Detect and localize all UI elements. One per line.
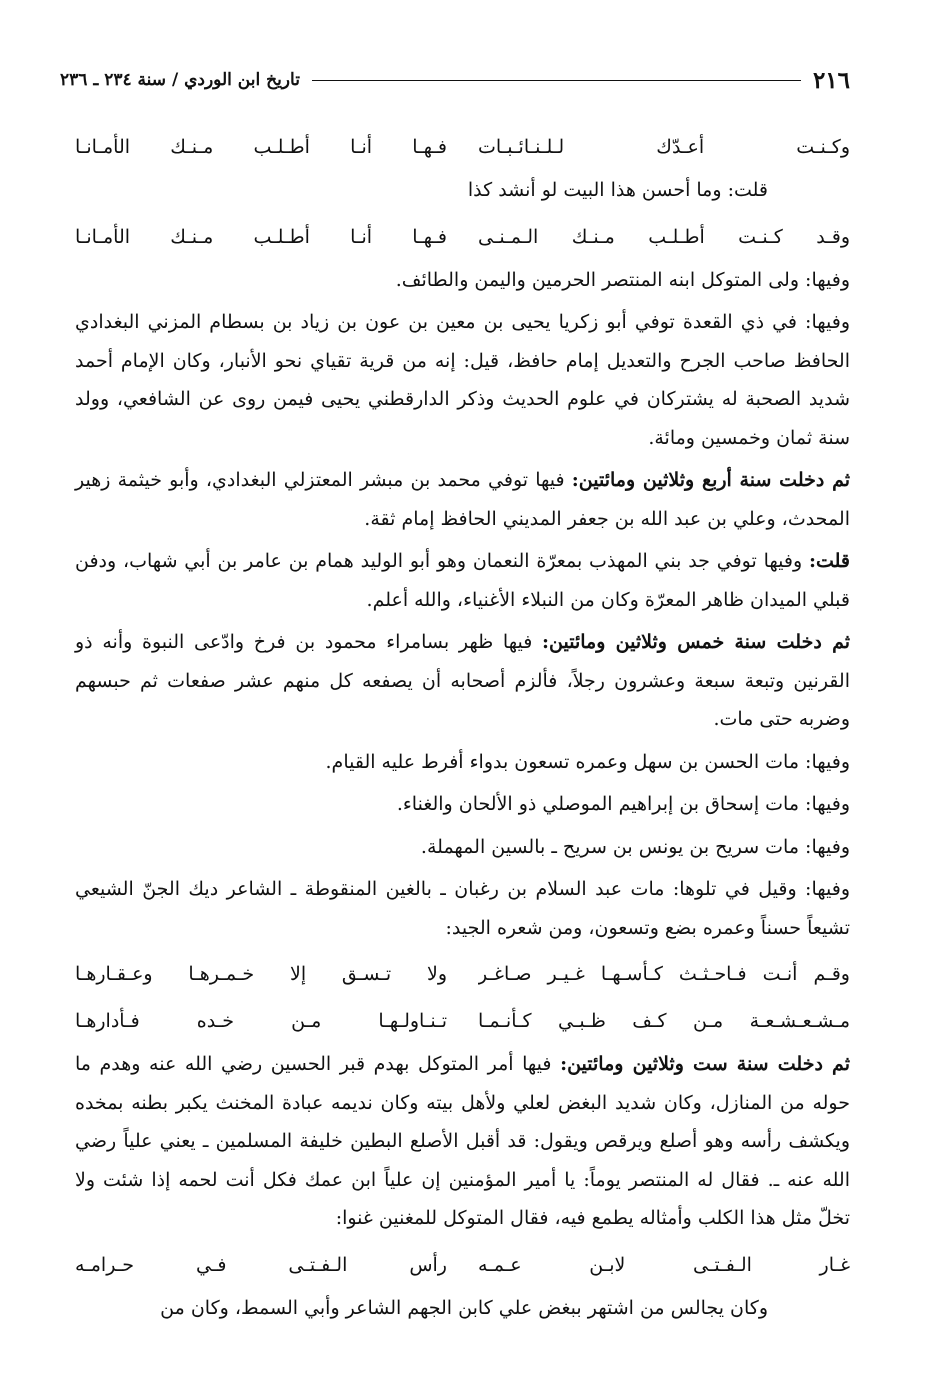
verse-first-hemistich: وكـنـت أعـدّك لـلـنـائـبـات bbox=[478, 136, 850, 158]
paragraph-text: وفيها: مات الحسن بن سهل وعمره تسعون بدواء أفرط عليه القيام. bbox=[325, 750, 850, 773]
paragraph-text: وفيها توفي جد بني المهذب بمعرّة النعمان وهو أبو الوليد همام بن عامر بن أبي شهاب، ودفن قبلي الميدان ظاهر المعرّة وكان من النبلاء الأغنياء، والله أعلم. bbox=[75, 550, 850, 611]
paragraph bbox=[75, 171, 850, 210]
page-header bbox=[60, 60, 850, 100]
paragraph-text: وفيها: في ذي القعدة توفي أبو زكريا يحيى بن معين بن عون بن زياد بن بسطام المزني البغدادي الحافظ صاحب الجرح والتعديل إمام حافظ، قيل: إنه من قرية تقياي نحو الأنبار، وكان الإمام أحمد شديد الصحبة له يشتركان في علوم الحديث وذكر الدارقطني يحيى فيمن روى عن الشافعي، وولد سنة ثمان وخمسين ومائة. bbox=[75, 311, 850, 449]
verse-line bbox=[75, 124, 850, 171]
paragraph-heading: ثم دخلت سنة خمس وثلاثين ومائتين: bbox=[542, 631, 850, 653]
paragraph-text: وفيها: مات سريح بن يونس بن سريح ـ بالسين المهملة. bbox=[420, 835, 850, 858]
verse-first-hemistich: مـشـعـشـعـة مـن كـف ظـبـي كـأنـمـا bbox=[478, 1010, 850, 1032]
paragraph bbox=[75, 261, 850, 300]
paragraph-text: قلت: وما أحسن هذا البيت لو أنشد كذا bbox=[467, 179, 768, 201]
paragraph-text: فيها أمر المتوكل بهدم قبر الحسين رضي الله عنه وهدم ما حوله من المنازل، وكان شديد البغض لعلي ولأهل بيته وكان نديمه عبادة المخنث يكبر بطنه بمخده ويكشف رأسه وهو أصلع ويرقص ويقول: قد أقبل الأصلع البطين خليفة المسلمين ـ يعني علياً رضي الله عنه ـ. فقال له المنتصر يوماً: يا أمير المؤمنين إن علياً ابن عمك فكل أنت لحمه إذا شئت ولا تخلّ مثل هذا الكلب وأمثاله يطمع فيه، فقال المتوكل للمغنين غنوا: bbox=[75, 1053, 850, 1229]
paragraph bbox=[75, 623, 850, 739]
paragraph-heading: قلت: bbox=[808, 550, 850, 572]
paragraph-heading: ثم دخلت سنة ست وثلاثين ومائتين: bbox=[560, 1053, 850, 1075]
paragraph-text: فيها ظهر بسامراء محمود بن فرخ وادّعى النبوة وأنه ذو القرنين وتبعة سبعة وعشرون رجلاً، فألزم أصحابه أن يصفعه كل منهم عشر صفعات ثم حبسهم وضربه حتى مات. bbox=[75, 631, 850, 730]
verse-first-hemistich: وقـم أنـت فـاحـثـث كـأسـهـا غـيـر صـاغـر bbox=[478, 963, 850, 985]
paragraph bbox=[75, 743, 850, 782]
verse-first-hemistich: وقـد كـنـت أطـلـب مـنـك الـمـنـى bbox=[478, 225, 850, 248]
paragraph-text: وكان يجالس من اشتهر ببغض علي كابن الجهم الشاعر وأبي السمط، وكان من bbox=[160, 1296, 768, 1319]
verse-second-hemistich: ولا تـسـق إلا خـمـرهـا وعـقـارهـا bbox=[75, 963, 447, 985]
verse-second-hemistich: تـنـاولـهـا مـن خـده فـأدارهـا bbox=[75, 1010, 447, 1032]
paragraph-text: وفيها: مات إسحاق بن إبراهيم الموصلي ذو الألحان والغناء. bbox=[396, 793, 850, 815]
verse-line bbox=[75, 214, 850, 261]
paragraph-text: وفيها: ولى المتوكل ابنه المنتصر الحرمين واليمن والطائف. bbox=[395, 268, 850, 291]
paragraph bbox=[75, 461, 850, 538]
running-title: تاريخ ابن الوردي / سنة ٢٣٤ ـ ٢٣٦ bbox=[60, 70, 300, 90]
verse-second-hemistich: فـهـا أنـا أطـلـب مـنـك الأمـانـا bbox=[75, 225, 447, 248]
paragraph bbox=[75, 542, 850, 619]
paragraph bbox=[75, 785, 850, 824]
page-number: ٢١٦ bbox=[812, 66, 850, 94]
verse-line bbox=[75, 951, 850, 998]
paragraph-heading: ثم دخلت سنة أربع وثلاثين ومائتين: bbox=[571, 469, 850, 491]
paragraph-text: فيها توفي محمد بن مبشر المعتزلي البغدادي، وأبو خيثمة زهير المحدث، وعلي بن عبد الله بن جعفر المديني الحافظ إمام ثقة. bbox=[75, 469, 850, 530]
verse-line bbox=[75, 998, 850, 1045]
paragraph bbox=[75, 1289, 850, 1328]
page-body bbox=[75, 124, 850, 1331]
paragraph bbox=[75, 1045, 850, 1238]
verse-line bbox=[75, 1242, 850, 1289]
header-rule bbox=[312, 80, 801, 81]
paragraph-text: وفيها: وقيل في تلوها: مات عبد السلام بن رغبان ـ بالغين المنقوطة ـ الشاعر ديك الجنّ الشيعي تشيعاً حسناً وعمره بضع وتسعون، ومن شعره الجيد: bbox=[75, 878, 850, 939]
paragraph bbox=[75, 870, 850, 947]
paragraph bbox=[75, 828, 850, 867]
verse-second-hemistich: رأس الـفـتـى فـي حـرامـه bbox=[75, 1253, 447, 1276]
verse-second-hemistich: فـهـا أنـا أطـلـب مـنـك الأمـانـا bbox=[75, 136, 447, 158]
verse-first-hemistich: غـار الـفـتـى لابـن عـمـه bbox=[478, 1253, 850, 1276]
paragraph bbox=[75, 303, 850, 457]
